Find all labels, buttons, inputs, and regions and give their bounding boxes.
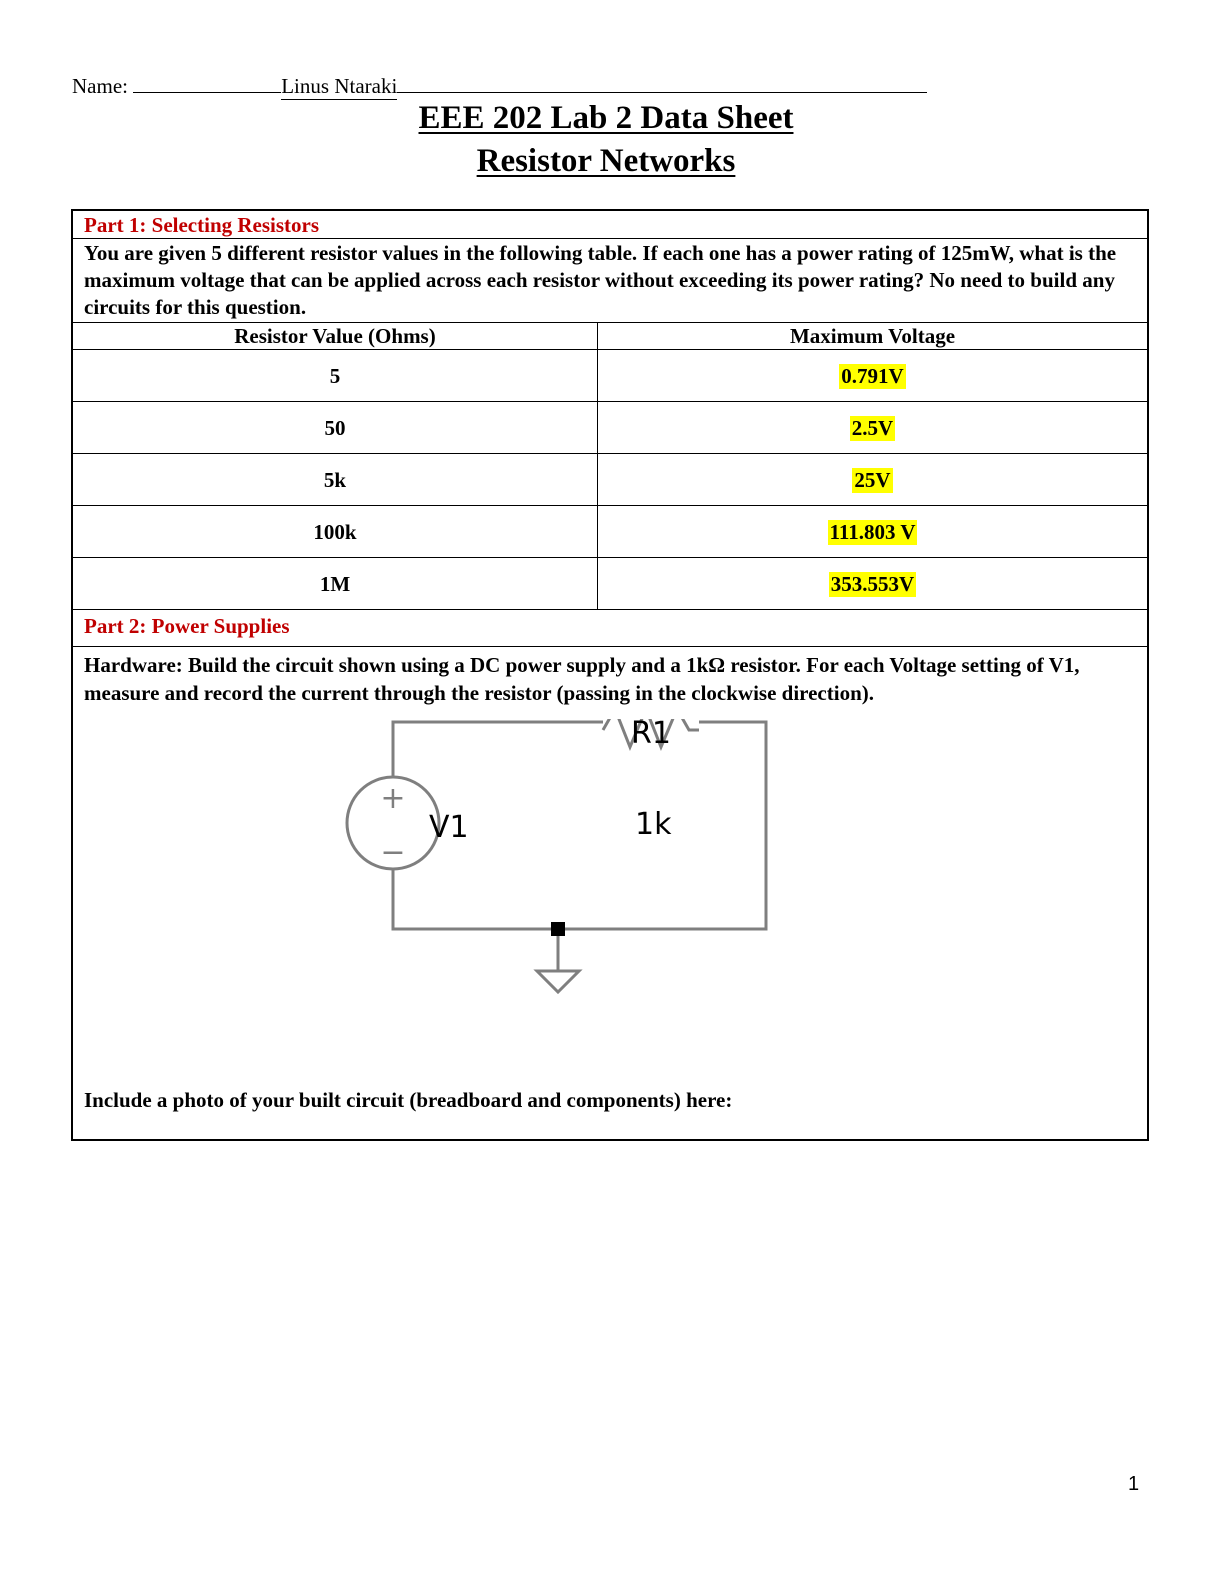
max-voltage-value: 111.803 V: [829, 520, 916, 544]
name-value: Linus Ntaraki: [281, 74, 398, 98]
name-line: [72, 72, 927, 100]
part2-heading: Part 2: Power Supplies: [73, 610, 1147, 647]
resistor-value-cell: [73, 454, 598, 505]
resistor-value: 5k: [323, 468, 347, 492]
max-voltage-value: 0.791V: [841, 364, 904, 388]
resistor-value-cell: [73, 350, 598, 401]
page-number: 1: [1128, 1473, 1140, 1495]
resistor-value: 100k: [313, 520, 357, 544]
resistor-table-header: [73, 323, 1147, 350]
resistor-value-cell: [73, 506, 598, 557]
resistor-value: 50: [324, 416, 346, 440]
name-blank-before: [133, 72, 281, 93]
title-line-2: Resistor Networks: [476, 143, 736, 179]
resistor-value-cell: [73, 402, 598, 453]
resistor-value: 1M: [319, 572, 351, 596]
voltage-cell: [598, 402, 1147, 453]
circuit-diagram: [343, 716, 783, 1049]
voltage-source-symbol: [347, 722, 439, 929]
table-row: [73, 402, 1147, 454]
max-voltage-value: 353.553V: [830, 572, 915, 596]
resistor-name-label: R1: [631, 716, 671, 751]
source-name-label: V1: [429, 810, 469, 845]
hardware-instructions: Hardware: Build the circuit shown using a DC power supply and a 1kΩ resistor. For each Voltage setting of V1, measure and record the current through the resistor (passing in the clockwise direction).: [84, 653, 1080, 705]
data-sheet-table: [71, 209, 1149, 1141]
table-row: [73, 454, 1147, 506]
part1-instructions: You are given 5 different resistor values in the following table. If each one has a power rating of 125mW, what is the maximum voltage that can be applied across each resistor without exceeding its power rating? No need to build any circuits for this question.: [73, 239, 1147, 323]
source-plus-sign: +: [380, 781, 406, 816]
page-subtitle: [0, 143, 1212, 180]
part2-hardware-section: [73, 647, 1147, 1139]
voltage-cell: [598, 350, 1147, 401]
column-header-resistor: Resistor Value (Ohms): [73, 323, 598, 349]
resistor-value-label: 1k: [635, 807, 672, 842]
max-voltage-value: 2.5V: [851, 416, 894, 440]
column-header-voltage: Maximum Voltage: [789, 324, 956, 348]
max-voltage-value: 25V: [854, 468, 891, 492]
source-minus-sign: −: [380, 835, 406, 870]
resistor-value-cell: [73, 558, 598, 609]
page-title: [0, 100, 1212, 137]
ground-symbol: [537, 922, 579, 992]
part1-heading: Part 1: Selecting Resistors: [73, 211, 1147, 239]
table-row: [73, 350, 1147, 402]
table-row: [73, 558, 1147, 610]
table-row: [73, 506, 1147, 558]
photo-instruction: Include a photo of your built circuit (breadboard and components) here:: [84, 1088, 733, 1112]
voltage-cell: [598, 454, 1147, 505]
voltage-cell: [598, 506, 1147, 557]
voltage-cell: [598, 558, 1147, 609]
resistor-value: 5: [329, 364, 341, 388]
title-line-1: EEE 202 Lab 2 Data Sheet: [418, 100, 794, 136]
name-label: Name:: [72, 74, 128, 98]
name-blank-after: [397, 72, 927, 93]
